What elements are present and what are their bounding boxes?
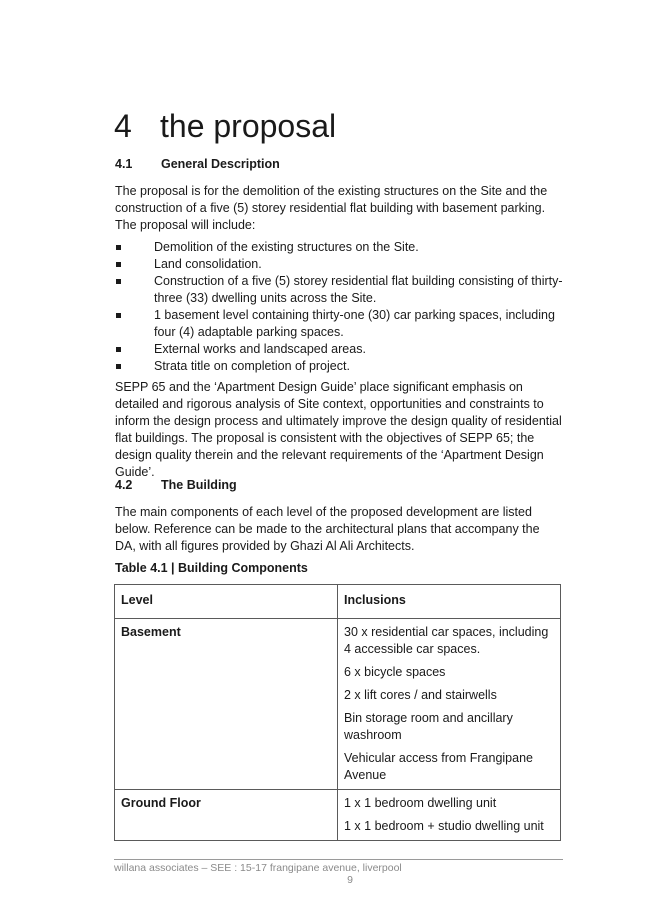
bullet-square-icon	[116, 279, 121, 284]
table-row	[115, 790, 561, 841]
paragraph-text: SEPP 65 and the ‘Apartment Design Guide’ place significant emphasis on detailed and rigorous analysis of Site context, opportunities and constraints to inform the design process and ultimately improve the design quality of residential flat buildings. The proposal is consistent with the objectives of SEPP 65; the design quality therein and the relevant requirements of the ‘Apartment Design Guide’.	[115, 380, 562, 479]
section-number: 4.1	[115, 157, 133, 171]
section-heading-text: The Building	[161, 478, 237, 492]
bullet-square-icon	[116, 347, 121, 352]
chapter-number: 4	[114, 108, 132, 144]
chapter-title-text: the proposal	[160, 108, 337, 144]
bullet-square-icon	[116, 245, 121, 250]
inclusion-item: Bin storage room and ancillary washroom	[344, 711, 513, 742]
inclusion-item: 1 x 1 bedroom + studio dwelling unit	[344, 819, 544, 833]
column-header-level: Level	[115, 585, 338, 619]
bullet-square-icon	[116, 313, 121, 318]
chapter-title	[114, 104, 336, 148]
level-cell: Ground Floor	[115, 790, 338, 841]
inclusions-cell	[338, 790, 561, 841]
inclusions-cell	[338, 619, 561, 790]
list-item	[115, 341, 563, 358]
bullet-square-icon	[116, 364, 121, 369]
proposal-bullet-list	[115, 239, 563, 375]
bullet-square-icon	[116, 262, 121, 267]
column-header-inclusions: Inclusions	[338, 585, 561, 619]
list-item	[115, 239, 563, 256]
list-item-text: Land consolidation.	[154, 257, 262, 271]
inclusion-item: Vehicular access from Frangipane Avenue	[344, 751, 533, 782]
sepp65-paragraph	[115, 379, 563, 481]
section-heading-the-building	[115, 477, 237, 493]
list-item	[115, 358, 563, 375]
paragraph-text: The main components of each level of the proposed development are listed below. Reference can be made to the architectural plans that accompany the DA, with all figures provided by Ghazi Al Ali Architects.	[115, 505, 540, 553]
list-item-text: External works and landscaped areas.	[154, 342, 366, 356]
inclusion-item: 2 x lift cores / and stairwells	[344, 688, 497, 702]
list-item	[115, 256, 563, 273]
general-description-intro	[115, 183, 563, 234]
the-building-intro	[115, 504, 563, 555]
table-caption: Table 4.1 | Building Components	[115, 561, 308, 575]
footer-text: willana associates – SEE : 15-17 frangipane avenue, liverpool	[114, 862, 402, 874]
list-item-text: 1 basement level containing thirty-one (30) car parking spaces, including four (4) adaptable parking spaces.	[154, 308, 555, 339]
section-heading-general-description	[115, 156, 280, 172]
list-item	[115, 273, 563, 307]
table-header-row	[115, 585, 561, 619]
section-heading-text: General Description	[161, 157, 280, 171]
inclusion-item: 30 x residential car spaces, including 4 accessible car spaces.	[344, 625, 549, 656]
inclusion-item: 1 x 1 bedroom dwelling unit	[344, 796, 497, 810]
paragraph-text: The proposal is for the demolition of the existing structures on the Site and the construction of a five (5) storey residential flat building with basement parking. The proposal will include:	[115, 184, 548, 232]
list-item-text: Construction of a five (5) storey residential flat building consisting of thirty-three (33) dwelling units across the Site.	[154, 274, 563, 305]
list-item-text: Demolition of the existing structures on the Site.	[154, 240, 419, 254]
list-item-text: Strata title on completion of project.	[154, 359, 350, 373]
section-number: 4.2	[115, 478, 133, 492]
building-components-table	[114, 584, 561, 841]
inclusion-item: 6 x bicycle spaces	[344, 665, 446, 679]
level-cell: Basement	[115, 619, 338, 790]
table-row	[115, 619, 561, 790]
footer-divider	[114, 859, 563, 860]
list-item	[115, 307, 563, 341]
page-number: 9	[347, 874, 353, 886]
